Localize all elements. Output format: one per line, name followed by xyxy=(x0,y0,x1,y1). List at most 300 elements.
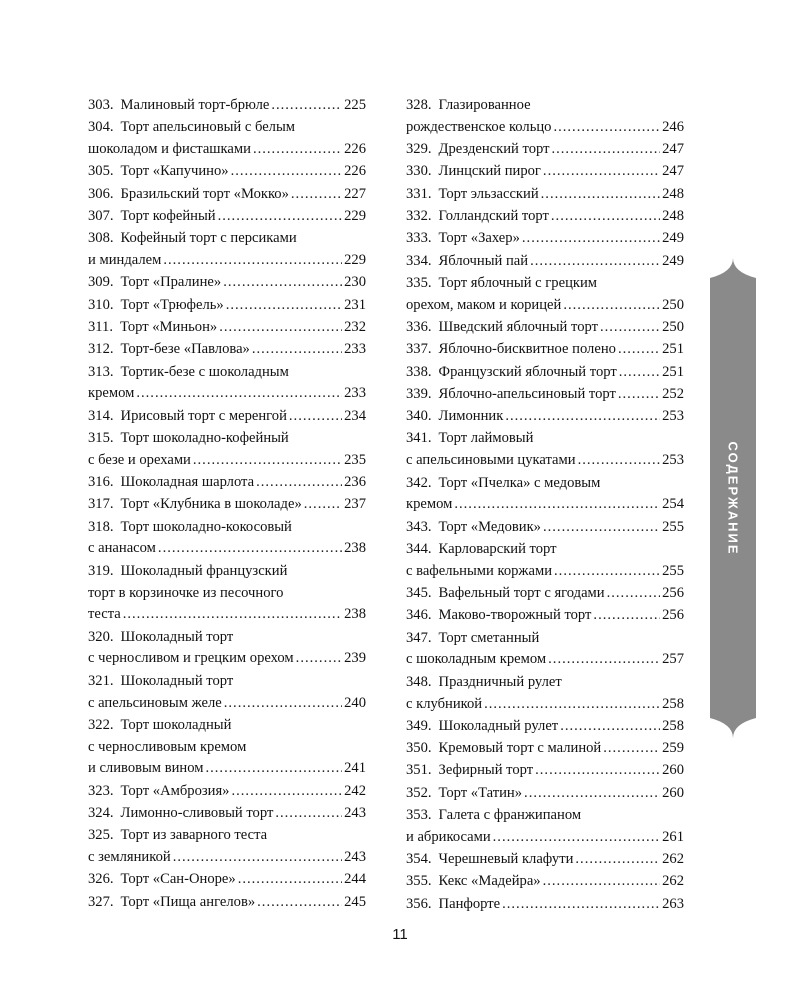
toc-entry-number: 325. xyxy=(88,827,114,844)
toc-dot-leader xyxy=(304,494,342,516)
toc-entry-number: 310. xyxy=(88,296,114,313)
toc-dot-leader xyxy=(551,206,660,228)
toc-entry-number: 354. xyxy=(406,851,432,868)
toc-entry-line xyxy=(406,251,684,273)
toc-entry-page: 240 xyxy=(344,694,366,711)
toc-entry-line xyxy=(406,139,684,161)
toc-entry xyxy=(88,339,366,361)
toc-entry-page: 248 xyxy=(662,207,684,224)
toc-entry-page: 226 xyxy=(344,163,366,180)
toc-entry-title: с безе и орехами xyxy=(88,451,191,468)
toc-entry-line xyxy=(406,805,684,827)
toc-entry xyxy=(406,849,684,871)
toc-entry-title: Торт лаймовый xyxy=(438,430,534,447)
toc-entry-title: Торт-безе «Павлова» xyxy=(120,341,250,358)
toc-entry-number: 316. xyxy=(88,474,114,491)
toc-entry xyxy=(406,473,684,517)
toc-entry-page: 256 xyxy=(662,607,684,624)
toc-entry xyxy=(406,539,684,583)
toc-dot-leader xyxy=(551,139,660,161)
toc-entry xyxy=(406,760,684,782)
toc-entry-title: с клубникой xyxy=(406,695,483,712)
toc-entry-page: 255 xyxy=(662,562,684,579)
toc-entry-line xyxy=(88,737,366,759)
toc-entry-page: 251 xyxy=(662,341,684,358)
toc-entry-title: Французский яблочный торт xyxy=(438,363,617,380)
toc-entry-page: 250 xyxy=(662,296,684,313)
toc-entry-number: 326. xyxy=(88,871,114,888)
toc-entry-line xyxy=(88,339,366,361)
toc-entry xyxy=(406,783,684,805)
toc-entry-page: 233 xyxy=(344,341,366,358)
toc-entry-page: 257 xyxy=(662,651,684,668)
toc-entry-line xyxy=(88,758,366,780)
toc-dot-leader xyxy=(205,758,342,780)
toc-entry-title: и сливовым вином xyxy=(88,760,204,777)
toc-entry-page: 244 xyxy=(344,871,366,888)
toc-entry-page: 245 xyxy=(344,893,366,910)
toc-entry-title: Торт шоколадно-кофейный xyxy=(120,429,289,446)
toc-dot-leader xyxy=(575,849,660,871)
toc-entry xyxy=(88,494,366,516)
toc-entry-page: 256 xyxy=(662,585,684,602)
toc-entry-number: 346. xyxy=(406,607,432,624)
toc-entry xyxy=(406,871,684,893)
toc-dot-leader xyxy=(163,250,342,272)
toc-entry-line xyxy=(406,161,684,183)
toc-dot-leader xyxy=(252,339,342,361)
toc-entry-line xyxy=(88,494,366,516)
toc-dot-leader xyxy=(505,406,660,428)
toc-entry-title: Голландский торт xyxy=(438,207,549,224)
toc-dot-leader xyxy=(493,827,660,849)
toc-entry-page: 235 xyxy=(344,451,366,468)
toc-entry-line xyxy=(406,849,684,871)
toc-dot-leader xyxy=(543,871,661,893)
toc-dot-leader xyxy=(618,339,660,361)
toc-entry-page: 259 xyxy=(662,740,684,757)
toc-entry xyxy=(406,605,684,627)
toc-dot-leader xyxy=(560,716,660,738)
toc-entry-number: 345. xyxy=(406,585,432,602)
toc-entry xyxy=(406,95,684,139)
page-number: 11 xyxy=(392,926,408,943)
toc-entry xyxy=(88,892,366,914)
toc-entry xyxy=(406,228,684,250)
toc-dot-leader xyxy=(238,869,342,891)
toc-entry-page: 230 xyxy=(344,274,366,291)
toc-entry-line xyxy=(88,583,366,605)
toc-entry-line xyxy=(406,406,684,428)
toc-entry-line xyxy=(88,228,366,250)
toc-entry-title: Торт эльзасский xyxy=(438,185,539,202)
toc-entry-title: торт в корзиночке из песочного xyxy=(88,584,284,601)
toc-entry-number: 324. xyxy=(88,805,114,821)
toc-entry xyxy=(406,716,684,738)
toc-entry-title: Торт «Пралине» xyxy=(120,274,222,291)
toc-entry xyxy=(88,472,366,494)
toc-entry-title: Кекс «Мадейра» xyxy=(438,873,541,890)
toc-entry-page: 236 xyxy=(344,474,366,491)
toc-dot-leader xyxy=(530,251,660,273)
toc-entry-title: Малиновый торт-брюле xyxy=(120,97,270,113)
toc-entry-line xyxy=(406,539,684,561)
toc-entry-number: 329. xyxy=(406,141,432,158)
toc-entry-number: 330. xyxy=(406,163,432,180)
toc-entry-number: 331. xyxy=(406,185,432,202)
toc-entry-line xyxy=(406,494,684,516)
toc-entry-line xyxy=(406,628,684,650)
toc-dot-leader xyxy=(553,117,660,139)
toc-entry-title: Яблочно-бисквитное полено xyxy=(438,341,616,358)
toc-entry-line xyxy=(406,871,684,893)
toc-entry-page: 246 xyxy=(662,118,684,135)
toc-dot-leader xyxy=(226,295,342,317)
toc-entry-number: 315. xyxy=(88,429,114,446)
toc-entry-line xyxy=(88,781,366,803)
toc-entry-title: Торт «Захер» xyxy=(438,230,520,247)
toc-entry-title: Праздничный рулет xyxy=(438,673,562,690)
toc-entry-line xyxy=(406,583,684,605)
toc-entry-number: 341. xyxy=(406,430,432,447)
toc-left-column xyxy=(88,95,366,914)
toc-entry xyxy=(406,428,684,472)
toc-entry-title: Торт «Пища ангелов» xyxy=(120,893,256,910)
toc-entry-title: Торт «Пчелка» с медовым xyxy=(438,474,601,491)
toc-dot-leader xyxy=(223,272,342,294)
toc-dot-leader xyxy=(173,847,342,869)
toc-entry xyxy=(406,406,684,428)
toc-entry-title: Шоколадный торт xyxy=(120,672,234,689)
toc-dot-leader xyxy=(257,892,342,914)
toc-dot-leader xyxy=(563,295,660,317)
toc-entry-title: Шоколадный торт xyxy=(120,628,234,645)
toc-entry-line xyxy=(88,317,366,339)
toc-dot-leader xyxy=(543,517,660,539)
toc-entry-page: 252 xyxy=(662,385,684,402)
toc-entry xyxy=(406,339,684,361)
toc-entry-title: Черешневый клафути xyxy=(438,851,574,868)
toc-dot-leader xyxy=(607,583,661,605)
toc-entry-page: 260 xyxy=(662,762,684,779)
toc-entry-title: с апельсиновыми цукатами xyxy=(406,452,576,469)
toc-dot-leader xyxy=(275,803,342,825)
toc-entry-line xyxy=(406,295,684,317)
toc-entry-line xyxy=(406,273,684,295)
toc-entry-number: 349. xyxy=(406,717,432,734)
toc-entry-line xyxy=(88,671,366,693)
toc-entry-line xyxy=(406,228,684,250)
toc-entry-title: и абрикосами xyxy=(406,828,491,845)
toc-entry-page: 237 xyxy=(344,496,366,513)
toc-entry-title: Торт кофейный xyxy=(120,207,216,224)
toc-entry-line xyxy=(88,95,366,117)
toc-entry xyxy=(88,561,366,626)
toc-entry-title: и миндалем xyxy=(88,252,162,269)
toc-entry xyxy=(88,715,366,780)
toc-entry-page: 254 xyxy=(662,496,684,513)
toc-entry xyxy=(406,206,684,228)
toc-entry-page: 260 xyxy=(662,784,684,801)
toc-entry-number: 343. xyxy=(406,518,432,535)
toc-entry-page: 227 xyxy=(344,185,366,202)
toc-entry-line xyxy=(88,428,366,450)
toc-entry-page: 255 xyxy=(662,518,684,535)
toc-entry-line xyxy=(88,250,366,272)
toc-dot-leader xyxy=(600,317,660,339)
toc-entry-line xyxy=(88,693,366,715)
toc-entry-number: 332. xyxy=(406,207,432,224)
toc-entry-number: 327. xyxy=(88,893,114,910)
toc-entry-title: орехом, маком и корицей xyxy=(406,296,562,313)
toc-entry xyxy=(88,406,366,428)
toc-entry-title: с шоколадным кремом xyxy=(406,651,547,668)
toc-entry-title: рождественское кольцо xyxy=(406,118,552,135)
section-tab xyxy=(710,258,756,738)
toc-entry xyxy=(88,671,366,715)
toc-entry-page: 253 xyxy=(662,452,684,469)
toc-entry-title: Торт «Миньон» xyxy=(120,318,218,335)
toc-entry-line xyxy=(406,450,684,472)
toc-entry-number: 347. xyxy=(406,629,432,646)
toc-entry-number: 335. xyxy=(406,274,432,291)
toc-entry-number: 309. xyxy=(88,274,114,291)
toc-entry-page: 229 xyxy=(344,252,366,269)
toc-entry-line xyxy=(88,715,366,737)
toc-entry-number: 351. xyxy=(406,762,432,779)
toc-entry xyxy=(406,738,684,760)
toc-entry-title: Торт шоколадный xyxy=(120,716,232,733)
toc-entry xyxy=(406,805,684,849)
toc-entry-title: теста xyxy=(88,606,121,623)
toc-entry-title: Торт шоколадно-кокосовый xyxy=(120,518,292,535)
toc-entry-page: 234 xyxy=(344,407,366,424)
toc-entry-page: 248 xyxy=(662,185,684,202)
toc-entry-title: с вафельными коржами xyxy=(406,562,553,579)
toc-entry-title: Торт апельсиновый с белым xyxy=(120,119,296,136)
toc-dot-leader xyxy=(524,783,660,805)
toc-entry-line xyxy=(406,117,684,139)
toc-entry-number: 311. xyxy=(88,318,113,335)
toc-entry-page: 232 xyxy=(344,318,366,335)
toc-entry-line xyxy=(406,694,684,716)
toc-dot-leader xyxy=(231,781,342,803)
toc-entry-number: 313. xyxy=(88,363,114,380)
toc-entry-line xyxy=(406,384,684,406)
toc-entry-title: Кофейный торт с персиками xyxy=(120,230,297,247)
toc-entry-title: Панфорте xyxy=(438,895,501,912)
toc-entry-title: Шоколадный рулет xyxy=(438,717,559,734)
toc-entry-number: 344. xyxy=(406,540,432,557)
toc-entry xyxy=(88,825,366,869)
toc-dot-leader xyxy=(603,738,660,760)
toc-entry-number: 348. xyxy=(406,673,432,690)
toc-entry-title: Торт «Медовик» xyxy=(438,518,541,535)
toc-entry-title: Вафельный торт с ягодами xyxy=(438,585,605,602)
toc-entry-page: 261 xyxy=(662,828,684,845)
toc-entry-page: 263 xyxy=(662,895,684,912)
toc-entry-page: 243 xyxy=(344,805,366,821)
toc-entry-title: с черносливом и грецким орехом xyxy=(88,650,294,667)
toc-entry-number: 318. xyxy=(88,518,114,535)
toc-dot-leader xyxy=(123,604,342,626)
toc-entry-line xyxy=(406,605,684,627)
toc-entry-number: 317. xyxy=(88,496,114,513)
toc-entry-number: 338. xyxy=(406,363,432,380)
toc-entry-line xyxy=(88,383,366,405)
toc-entry-title: Торт «Капучино» xyxy=(120,163,229,180)
toc-dot-leader xyxy=(218,206,343,228)
toc-entry-page: 249 xyxy=(662,230,684,247)
toc-entry-line xyxy=(88,869,366,891)
toc-entry-line xyxy=(406,738,684,760)
toc-dot-leader xyxy=(296,648,342,670)
toc-entry-line xyxy=(88,648,366,670)
toc-entry-line xyxy=(406,362,684,384)
toc-entry xyxy=(88,781,366,803)
toc-entry-line xyxy=(88,472,366,494)
toc-entry-line xyxy=(88,117,366,139)
toc-entry-line xyxy=(88,538,366,560)
toc-entry xyxy=(88,517,366,561)
toc-entry-number: 314. xyxy=(88,407,114,424)
toc-entry xyxy=(88,803,366,825)
toc-entry-number: 312. xyxy=(88,341,114,358)
toc-entry-line xyxy=(88,406,366,428)
toc-entry-line xyxy=(88,847,366,869)
toc-entry-title: Шведский яблочный торт xyxy=(438,318,598,335)
toc-entry-page: 258 xyxy=(662,717,684,734)
toc-entry-title: Торт «Татин» xyxy=(438,784,523,801)
toc-entry-number: 350. xyxy=(406,740,432,757)
toc-dot-leader xyxy=(289,406,342,428)
toc-entry-page: 231 xyxy=(344,296,366,313)
toc-entry-page: 233 xyxy=(344,385,366,402)
toc-entry-title: с земляникой xyxy=(88,849,171,866)
toc-entry-page: 238 xyxy=(344,540,366,557)
toc-entry-number: 336. xyxy=(406,318,432,335)
toc-entry-line xyxy=(406,473,684,495)
toc-entry-title: Торт «Сан-Оноре» xyxy=(120,871,236,888)
toc-entry-line xyxy=(88,892,366,914)
toc-entry-number: 342. xyxy=(406,474,432,491)
toc-entry-page: 243 xyxy=(344,849,366,866)
toc-entry-line xyxy=(88,362,366,384)
toc-entry xyxy=(88,627,366,671)
toc-dot-leader xyxy=(522,228,660,250)
toc-entry-page: 247 xyxy=(662,163,684,180)
toc-entry-title: Лимонник xyxy=(438,408,504,425)
toc-dot-leader xyxy=(619,362,660,384)
toc-entry-number: 305. xyxy=(88,163,114,180)
toc-dot-leader xyxy=(548,649,660,671)
toc-entry-number: 340. xyxy=(406,408,432,425)
toc-entry-number: 355. xyxy=(406,873,432,890)
toc-entry xyxy=(406,317,684,339)
toc-entry-number: 353. xyxy=(406,807,432,823)
toc-entry-line xyxy=(406,517,684,539)
toc-entry-line xyxy=(406,428,684,450)
toc-entry-page: 241 xyxy=(344,760,366,777)
toc-dot-leader xyxy=(502,894,660,916)
toc-entry-line xyxy=(406,672,684,694)
toc-entry-line xyxy=(88,139,366,161)
toc-entry-title: Торт «Амброзия» xyxy=(120,782,230,799)
toc-entry-number: 304. xyxy=(88,119,114,136)
toc-entry-title: Бразильский торт «Мокко» xyxy=(120,185,289,202)
toc-entry-page: 258 xyxy=(662,695,684,712)
toc-entry-title: Шоколадный французский xyxy=(120,562,288,579)
toc-entry-title: Шоколадная шарлота xyxy=(120,474,255,491)
toc-entry xyxy=(406,161,684,183)
toc-dot-leader xyxy=(158,538,342,560)
toc-entry-line xyxy=(88,561,366,583)
toc-entry-page: 250 xyxy=(662,318,684,335)
toc-entry-line xyxy=(88,272,366,294)
toc-entry-line xyxy=(88,803,366,825)
toc-entry-page: 253 xyxy=(662,408,684,425)
toc-dot-leader xyxy=(541,184,660,206)
toc-entry-title: Дрезденский торт xyxy=(438,141,550,158)
toc-entry-line xyxy=(406,716,684,738)
toc-entry-number: 319. xyxy=(88,562,114,579)
toc-entry-number: 321. xyxy=(88,672,114,689)
toc-entry xyxy=(406,184,684,206)
toc-entry xyxy=(88,228,366,272)
toc-entry-line xyxy=(406,317,684,339)
toc-entry-number: 323. xyxy=(88,782,114,799)
toc-entry xyxy=(88,869,366,891)
toc-entry-page: 225 xyxy=(344,97,366,113)
toc-entry-title: с апельсиновым желе xyxy=(88,694,222,711)
toc-entry xyxy=(406,628,684,672)
toc-entry-title: с черносливовым кремом xyxy=(88,738,247,755)
toc-entry xyxy=(88,117,366,161)
toc-entry-line xyxy=(406,339,684,361)
toc-entry-line xyxy=(406,649,684,671)
toc-dot-leader xyxy=(484,694,660,716)
section-tab-label: СОДЕРЖАНИЕ xyxy=(725,441,741,555)
toc-entry-page: 229 xyxy=(344,207,366,224)
toc-dot-leader xyxy=(253,139,342,161)
toc-entry-title: Глазированное xyxy=(438,97,531,113)
toc-dot-leader xyxy=(593,605,660,627)
toc-entry-title: Лимонно-сливовый торт xyxy=(120,805,274,821)
toc-entry xyxy=(88,317,366,339)
toc-entry-page: 238 xyxy=(344,606,366,623)
toc-entry-title: Кремовый торт с малиной xyxy=(438,740,602,757)
toc-entry xyxy=(406,384,684,406)
toc-entry-number: 306. xyxy=(88,185,114,202)
toc-entry xyxy=(88,184,366,206)
toc-dot-leader xyxy=(618,384,660,406)
toc-entry xyxy=(88,362,366,406)
toc-entry-title: Торт «Трюфель» xyxy=(120,296,224,313)
toc-entry xyxy=(88,161,366,183)
toc-entry-title: кремом xyxy=(406,496,453,513)
toc-entry xyxy=(406,139,684,161)
toc-entry-number: 333. xyxy=(406,230,432,247)
section-tab-label-wrap xyxy=(710,258,756,738)
toc-entry xyxy=(406,251,684,273)
toc-entry xyxy=(88,206,366,228)
toc-dot-leader xyxy=(193,450,342,472)
toc-entry-page: 242 xyxy=(344,782,366,799)
toc-dot-leader xyxy=(256,472,342,494)
toc-entry xyxy=(88,295,366,317)
toc-entry-page: 239 xyxy=(344,650,366,667)
toc-dot-leader xyxy=(543,161,660,183)
